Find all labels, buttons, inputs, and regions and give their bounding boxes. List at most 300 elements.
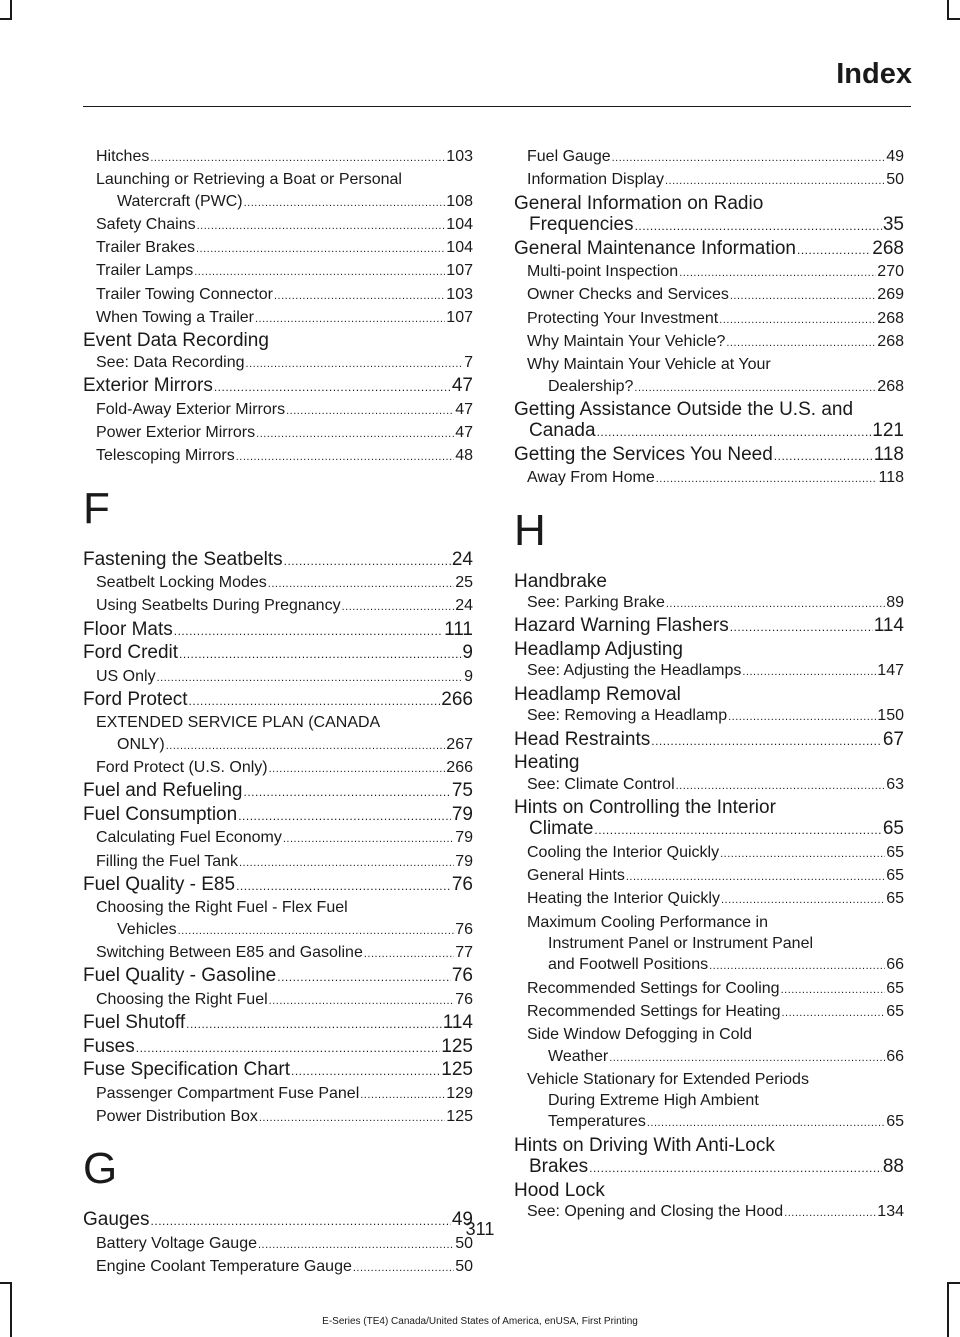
entry-text: Maximum Cooling Performance in	[527, 913, 768, 931]
index-entry	[514, 752, 904, 774]
entry-text: Brakes	[529, 1156, 589, 1178]
entry-line	[527, 169, 904, 192]
index-subentry	[514, 978, 904, 1001]
entry-line	[527, 592, 904, 615]
entry-page: 114	[442, 1012, 473, 1034]
entry-text: General Maintenance Information	[514, 237, 796, 259]
dot-leader	[342, 595, 455, 618]
entry-page: 47	[451, 375, 473, 397]
entry-text: Headlamp Removal	[514, 683, 681, 705]
entry-line	[96, 169, 473, 190]
entry-text: Weather	[548, 1047, 609, 1065]
index-entry	[514, 193, 904, 238]
entry-page: 75	[451, 780, 473, 802]
entry-line	[514, 684, 904, 706]
dot-leader	[189, 689, 441, 713]
dot-leader	[239, 851, 454, 874]
dot-leader	[589, 1156, 882, 1180]
entry-line	[527, 1111, 904, 1134]
index-entry	[514, 684, 904, 706]
index-entry	[514, 238, 904, 262]
footer-info: E-Series (TE4) Canada/United States of America, enUSA, First Printing	[322, 1316, 638, 1327]
entry-line	[527, 865, 904, 888]
entry-text: Ford Credit	[83, 642, 179, 664]
entry-line	[83, 619, 473, 643]
entry-line	[527, 1069, 904, 1090]
entry-line	[83, 549, 473, 573]
entry-text: When Towing a Trailer	[96, 309, 254, 327]
dot-leader	[268, 572, 454, 595]
entry-text: Away From Home	[527, 469, 655, 487]
dot-leader	[676, 774, 886, 797]
dot-leader	[597, 420, 872, 444]
dot-leader	[721, 888, 885, 911]
entry-page: 134	[877, 1203, 904, 1221]
dot-leader	[726, 331, 876, 354]
crop-mark	[947, 1282, 960, 1284]
dot-leader	[679, 261, 876, 284]
entry-line	[96, 445, 473, 468]
entry-page: 88	[882, 1156, 904, 1178]
entry-page: 125	[441, 1059, 473, 1081]
index-entry	[83, 1036, 473, 1060]
crop-mark	[10, 1282, 12, 1337]
dot-leader	[194, 260, 445, 283]
entry-text: Getting Assistance Outside the U.S. and	[514, 398, 854, 420]
entry-line	[527, 705, 904, 728]
entry-text: Owner Checks and Services	[527, 286, 729, 304]
index-subentry	[83, 146, 473, 169]
entry-line	[514, 238, 904, 262]
entry-text: Power Distribution Box	[96, 1107, 258, 1125]
dot-leader	[283, 827, 454, 850]
entry-text: Temperatures	[548, 1113, 646, 1131]
entry-text: Why Maintain Your Vehicle?	[527, 332, 726, 350]
entry-text: Multi-point Inspection	[527, 263, 679, 281]
entry-line	[96, 399, 473, 422]
entry-page: 47	[455, 400, 473, 418]
entry-text: Fold-Away Exterior Mirrors	[96, 400, 286, 418]
entry-text: Head Restraints	[514, 728, 651, 750]
entry-line	[83, 330, 473, 352]
entry-line	[527, 1046, 904, 1069]
section-letter: H	[514, 505, 546, 555]
dot-leader	[166, 734, 446, 757]
entry-line	[514, 193, 904, 215]
dot-leader	[730, 284, 876, 307]
entry-text: Why Maintain Your Vehicle at Your	[527, 356, 771, 374]
entry-text: Vehicle Stationary for Extended Periods	[527, 1070, 809, 1088]
entry-line	[527, 308, 904, 331]
entry-line	[96, 1256, 473, 1279]
dot-leader	[246, 352, 464, 375]
index-subentry	[514, 261, 904, 284]
entry-page: 49	[886, 148, 904, 165]
crop-mark	[0, 1282, 12, 1284]
entry-page: 9	[462, 642, 473, 664]
dot-leader	[236, 445, 454, 468]
entry-page: 268	[877, 377, 904, 395]
entry-text: Fuses	[83, 1035, 135, 1057]
index-entry	[514, 571, 904, 593]
crop-mark	[947, 18, 960, 20]
entry-line	[527, 284, 904, 307]
index-subentry	[514, 308, 904, 331]
dot-leader	[774, 444, 873, 468]
entry-page: 268	[877, 332, 904, 350]
entry-page: 107	[446, 262, 473, 280]
dot-leader	[255, 307, 445, 330]
dot-leader	[244, 780, 451, 804]
entry-text: General Information on Radio	[514, 192, 764, 214]
entry-line	[527, 1024, 904, 1045]
entry-text: Climate	[529, 818, 594, 840]
index-subentry	[83, 712, 473, 757]
entry-line	[96, 572, 473, 595]
entry-page: 150	[877, 707, 904, 725]
entry-line	[527, 331, 904, 354]
index-entry	[83, 619, 473, 643]
entry-line	[83, 1036, 473, 1060]
dot-leader	[719, 308, 876, 331]
index-entry	[83, 689, 473, 713]
entry-line	[527, 774, 904, 797]
entry-line	[96, 284, 473, 307]
entry-page: 50	[455, 1234, 473, 1252]
index-subentry	[83, 666, 473, 689]
index-subentry	[83, 237, 473, 260]
dot-leader	[709, 954, 885, 977]
index-entry	[514, 797, 904, 842]
entry-text: Seatbelt Locking Modes	[96, 574, 267, 592]
entry-page: 103	[446, 285, 473, 303]
entry-page: 65	[886, 843, 904, 861]
index-column-right	[514, 146, 904, 1225]
index-entry	[83, 1012, 473, 1036]
entry-line	[514, 729, 904, 753]
section-letter: G	[83, 1144, 118, 1194]
entry-page: 76	[451, 965, 473, 987]
entry-text: Hood Lock	[514, 1179, 605, 1201]
entry-text: Dealership?	[548, 377, 634, 395]
entry-text: Exterior Mirrors	[83, 375, 213, 397]
index-subentry	[514, 169, 904, 192]
entry-line	[83, 780, 473, 804]
dot-leader	[634, 376, 876, 399]
index-subentry	[83, 572, 473, 595]
entry-line	[83, 874, 473, 898]
entry-page: 107	[446, 309, 473, 327]
entry-text: Side Window Defogging in Cold	[527, 1026, 753, 1044]
entry-page: 35	[882, 214, 904, 236]
dot-leader	[656, 467, 878, 490]
entry-page: 125	[441, 1035, 473, 1057]
dot-leader	[594, 818, 881, 842]
entry-page: 48	[455, 447, 473, 465]
index-subentry	[83, 1106, 473, 1129]
index-entry	[83, 780, 473, 804]
entry-text: Launching or Retrieving a Boat or Personal	[96, 171, 402, 189]
entry-text: Fuel Shutoff	[83, 1012, 186, 1034]
index-entry	[83, 965, 473, 989]
entry-page: 66	[886, 956, 904, 974]
index-entry	[83, 874, 473, 898]
entry-line	[96, 237, 473, 260]
entry-page: 76	[455, 920, 473, 938]
entry-line	[83, 804, 473, 828]
entry-line	[96, 1083, 473, 1106]
entry-text: Hints on Driving With Anti-Lock	[514, 1134, 775, 1156]
dot-leader	[797, 238, 871, 262]
index-subentry	[83, 942, 473, 965]
crop-mark	[10, 0, 12, 20]
dot-leader	[238, 804, 451, 828]
entry-line	[83, 1059, 473, 1083]
entry-page: 25	[455, 574, 473, 592]
entry-line	[96, 942, 473, 965]
entry-line	[527, 261, 904, 284]
index-subentry	[514, 284, 904, 307]
dot-leader	[256, 422, 454, 445]
entry-page: 79	[455, 852, 473, 870]
dot-leader	[179, 642, 461, 666]
dot-leader	[186, 1012, 442, 1036]
entry-line	[96, 897, 473, 918]
entry-text: Engine Coolant Temperature Gauge	[96, 1258, 352, 1276]
entry-page: 47	[455, 423, 473, 441]
entry-page: 49	[451, 1209, 473, 1231]
entry-text: Calculating Fuel Economy	[96, 829, 282, 847]
entry-page: 266	[446, 759, 473, 777]
entry-text: Getting the Services You Need	[514, 443, 773, 465]
entry-line	[514, 399, 904, 421]
dot-leader	[626, 865, 885, 888]
entry-line	[527, 888, 904, 911]
dot-leader	[214, 375, 451, 399]
dot-leader	[244, 191, 446, 214]
dot-leader	[291, 1059, 440, 1083]
entry-line	[83, 689, 473, 713]
index-subentry	[83, 284, 473, 307]
entry-line	[96, 352, 473, 375]
entry-line	[514, 818, 904, 842]
entry-text: Fuel Quality - E85	[83, 873, 236, 895]
entry-line	[527, 954, 904, 977]
header-divider	[83, 106, 911, 107]
index-subentry	[83, 827, 473, 850]
entry-page: 147	[877, 662, 904, 680]
entry-line	[96, 712, 473, 733]
dot-leader	[178, 919, 455, 942]
entry-text: Protecting Your Investment	[527, 309, 719, 327]
dot-leader	[284, 549, 451, 573]
index-entry	[83, 549, 473, 573]
entry-line	[96, 146, 473, 169]
index-subentry	[83, 757, 473, 780]
section-letter: F	[83, 483, 110, 533]
entry-text: Event Data Recording	[83, 330, 269, 352]
entry-text: Information Display	[527, 171, 664, 189]
entry-page: 268	[877, 309, 904, 327]
dot-leader	[360, 1083, 445, 1106]
entry-line	[514, 1156, 904, 1180]
entry-page: 104	[446, 215, 473, 233]
index-subentry	[514, 467, 904, 490]
dot-leader	[728, 705, 876, 728]
entry-page: 79	[451, 803, 473, 825]
entry-text: See: Removing a Headlamp	[527, 707, 728, 725]
dot-leader	[197, 214, 446, 237]
entry-line	[96, 851, 473, 874]
entry-line	[83, 1012, 473, 1036]
entry-page: 118	[873, 443, 904, 465]
entry-text: Trailer Towing Connector	[96, 285, 273, 303]
entry-page: 108	[446, 192, 473, 210]
entry-text: Filling the Fuel Tank	[96, 852, 238, 870]
index-subentry	[514, 1069, 904, 1135]
entry-text: EXTENDED SERVICE PLAN (CANADA	[96, 714, 381, 732]
index-subentry	[83, 1083, 473, 1106]
entry-line	[83, 642, 473, 666]
index-subentry	[514, 331, 904, 354]
entry-line	[96, 1106, 473, 1129]
entry-line	[514, 214, 904, 238]
entry-text: Trailer Lamps	[96, 262, 194, 280]
crop-mark	[947, 0, 949, 20]
entry-page: 9	[464, 667, 473, 685]
dot-leader	[730, 615, 873, 639]
entry-text: Heating	[514, 752, 580, 774]
index-subentry	[514, 912, 904, 978]
index-entry	[83, 330, 473, 352]
entry-text: Ford Protect	[83, 688, 188, 710]
dot-leader	[665, 169, 885, 192]
entry-text: Fuel Gauge	[527, 148, 611, 165]
entry-page: 50	[455, 1258, 473, 1276]
entry-line	[527, 660, 904, 683]
entry-text: Recommended Settings for Cooling	[527, 979, 780, 997]
entry-page: 65	[886, 1113, 904, 1131]
index-subentry	[514, 705, 904, 728]
index-subentry	[83, 169, 473, 214]
entry-text: Recommended Settings for Heating	[527, 1002, 781, 1020]
index-entry	[514, 1135, 904, 1180]
entry-page: 121	[872, 420, 904, 442]
entry-text: Power Exterior Mirrors	[96, 423, 256, 441]
index-column-left	[83, 146, 473, 1279]
index-subentry	[83, 851, 473, 874]
dot-leader	[150, 146, 445, 169]
entry-line	[527, 467, 904, 490]
entry-text: Hazard Warning Flashers	[514, 615, 729, 637]
dot-leader	[651, 729, 882, 753]
dot-leader	[781, 1001, 885, 1024]
index-subentry	[83, 307, 473, 330]
index-subentry	[514, 865, 904, 888]
entry-text: Fuel Consumption	[83, 803, 238, 825]
dot-leader	[269, 757, 446, 780]
dot-leader	[277, 965, 451, 989]
index-subentry	[83, 989, 473, 1012]
index-subentry	[83, 260, 473, 283]
entry-page: 129	[446, 1084, 473, 1102]
entry-page: 125	[446, 1107, 473, 1125]
entry-text: Fastening the Seatbelts	[83, 548, 283, 570]
entry-line	[96, 191, 473, 214]
index-entry	[83, 1059, 473, 1083]
index-subentry	[83, 1256, 473, 1279]
entry-page: 67	[882, 728, 904, 750]
entry-page: 76	[451, 873, 473, 895]
dot-leader	[236, 874, 451, 898]
entry-page: 111	[444, 618, 473, 640]
entry-page: 50	[886, 171, 904, 189]
entry-text: Canada	[529, 420, 596, 442]
entry-text: Fuel Quality - Gasoline	[83, 965, 277, 987]
entry-line	[514, 420, 904, 444]
entry-page: 79	[455, 829, 473, 847]
entry-line	[96, 595, 473, 618]
entry-page: 65	[886, 979, 904, 997]
index-entry	[514, 444, 904, 468]
entry-page: 76	[455, 990, 473, 1008]
index-subentry	[83, 445, 473, 468]
entry-page: 66	[886, 1047, 904, 1065]
entry-line	[96, 422, 473, 445]
entry-line	[83, 375, 473, 399]
entry-page: 77	[455, 944, 473, 962]
index-entry	[514, 729, 904, 753]
entry-text: Switching Between E85 and Gasoline	[96, 944, 363, 962]
dot-leader	[286, 399, 454, 422]
entry-text: Using Seatbelts During Pregnancy	[96, 597, 341, 615]
entry-text: ONLY)	[117, 735, 165, 753]
entry-text: Heating the Interior Quickly	[527, 890, 720, 908]
crop-mark	[0, 18, 12, 20]
dot-leader	[274, 284, 445, 307]
entry-page: 65	[886, 867, 904, 885]
entry-line	[83, 965, 473, 989]
entry-page: 266	[441, 688, 473, 710]
dot-leader	[364, 942, 454, 965]
entry-page: 103	[446, 148, 473, 165]
entry-line	[514, 615, 904, 639]
entry-page: 65	[886, 890, 904, 908]
dot-leader	[742, 660, 876, 683]
index-subentry	[83, 352, 473, 375]
index-entry	[514, 639, 904, 661]
entry-text: Hitches	[96, 148, 150, 165]
entry-page: 89	[886, 594, 904, 612]
index-subentry	[83, 897, 473, 942]
crop-mark	[947, 1282, 949, 1337]
dot-leader	[196, 237, 445, 260]
dot-leader	[666, 592, 885, 615]
index-entry	[514, 399, 904, 444]
entry-line	[527, 354, 904, 375]
entry-text: Fuse Specification Chart	[83, 1059, 290, 1081]
index-subentry	[83, 422, 473, 445]
entry-text: Hints on Controlling the Interior	[514, 796, 776, 818]
entry-line	[527, 1001, 904, 1024]
entry-page: 65	[882, 818, 904, 840]
entry-line	[96, 757, 473, 780]
dot-leader	[635, 214, 882, 238]
entry-text: Fuel and Refueling	[83, 780, 243, 802]
dot-leader	[720, 842, 885, 865]
dot-leader	[157, 666, 464, 689]
page-number: 311	[465, 1219, 495, 1239]
